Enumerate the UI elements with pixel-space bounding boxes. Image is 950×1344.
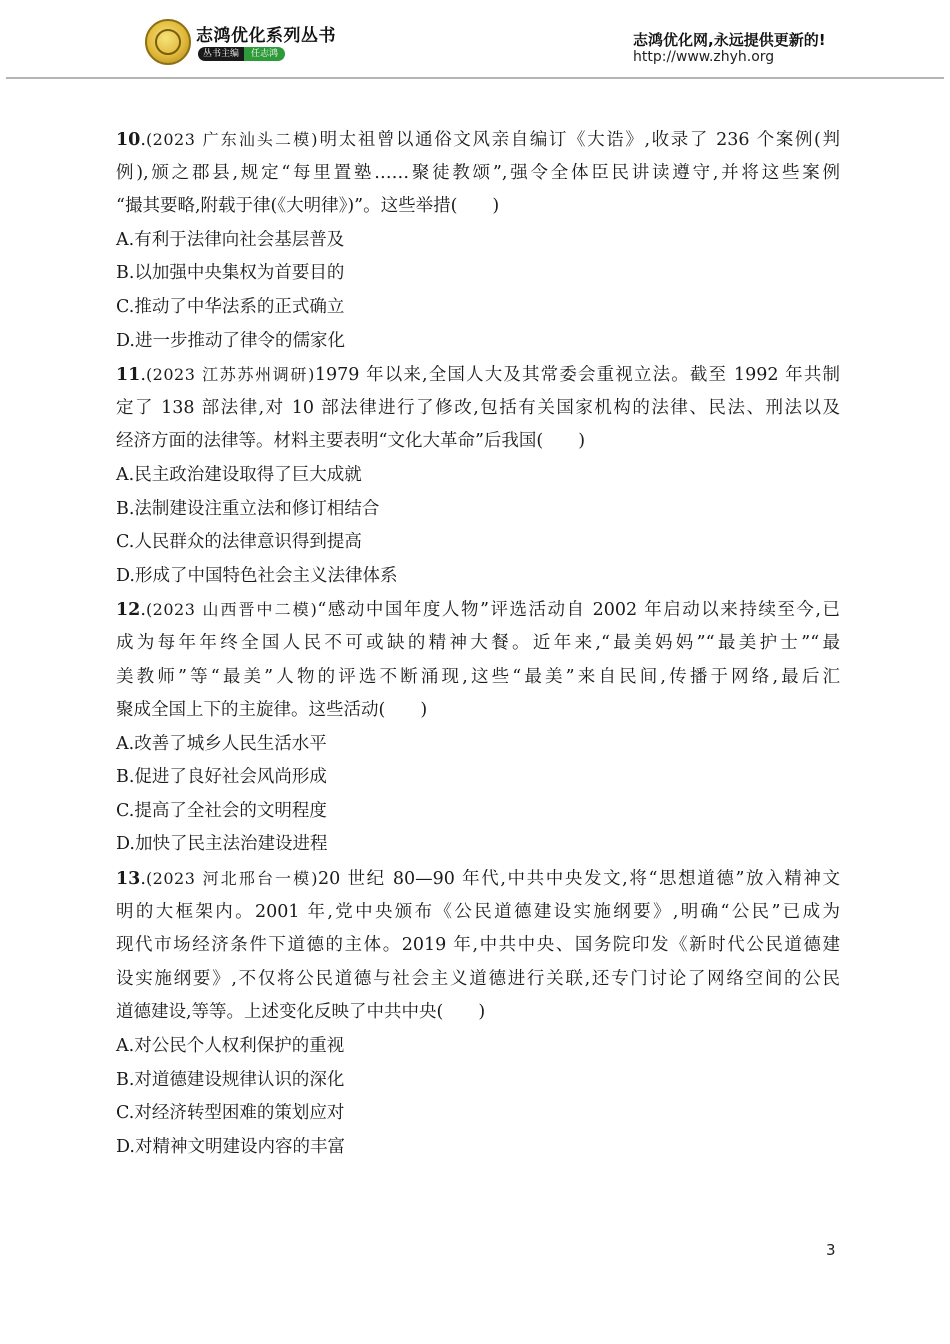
option-a: A.民主政治建设取得了巨大成就 (116, 464, 362, 485)
question-stem-line: 设实施纲要》,不仅将公民道德与社会主义道德进行关联,还专门讨论了网络空间的公民 (116, 968, 840, 989)
option-a: A.改善了城乡人民生活水平 (116, 733, 327, 754)
question-source: (2023 河北邢台一模) (145, 869, 319, 889)
question-stem-line: 13.(2023 河北邢台一模)20 世纪 80—90 年代,中共中央发文,将“思想道德”放入精神文 (116, 869, 840, 890)
editor-name: 任志鸿 (244, 47, 285, 61)
header-divider (6, 77, 944, 79)
option-a: A.对公民个人权利保护的重视 (116, 1036, 345, 1057)
question-stem-line: 11.(2023 江苏苏州调研)1979 年以来,全国人大及其常委会重视立法。截至 1992 年共制 (116, 365, 840, 386)
question-number: 11 (116, 365, 141, 386)
question-stem-line: 10.(2023 广东汕头二模)明太祖曾以通俗文风亲自编订《大诰》,收录了 236 个案例(判 (116, 130, 840, 150)
question-stem-line: “撮其要略,附载于律(《大明律》)”。这些举措( ) (116, 196, 500, 217)
option-b: B.以加强中央集权为首要目的 (116, 263, 345, 284)
question-stem-line: 聚成全国上下的主旋律。这些活动( ) (116, 700, 428, 721)
option-d: D.加快了民主法治建设进程 (116, 834, 328, 855)
stem-text: 20 世纪 80—90 年代,中共中央发文,将“思想道德”放入精神文 (318, 869, 840, 890)
question-source: (2023 江苏苏州调研) (145, 365, 315, 385)
option-c: C.人民群众的法律意识得到提高 (116, 532, 362, 553)
question-stem-line: 美教师”等“最美”人物的评选不断涌现,这些“最美”来自民间,传播于网络,最后汇 (116, 666, 840, 687)
series-title: 志鸿优化系列丛书 (196, 26, 336, 46)
question-10 (116, 123, 840, 358)
question-stem-line: 例),颁之郡县,规定“每里置塾……聚徒教颂”,强令全体臣民讲读遵守,并将这些案例 (116, 162, 840, 183)
option-c: C.对经济转型困难的策划应对 (116, 1103, 345, 1124)
option-d: D.形成了中国特色社会主义法律体系 (116, 565, 398, 586)
option-d: D.进一步推动了律令的儒家化 (116, 330, 345, 351)
option-c: C.提高了全社会的文明程度 (116, 800, 327, 821)
question-number: 13 (116, 869, 141, 890)
question-source: (2023 山西晋中二模) (145, 600, 318, 620)
option-c: C.推动了中华法系的正式确立 (116, 296, 345, 317)
logo-emblem (155, 29, 181, 55)
question-12 (116, 593, 840, 862)
question-source: (2023 广东汕头二模) (145, 130, 318, 149)
option-b: B.对道德建设规律认识的深化 (116, 1069, 345, 1090)
series-logo-icon (145, 19, 191, 65)
question-13 (116, 862, 840, 1164)
question-stem-line: 12.(2023 山西晋中二模)“感动中国年度人物”评选活动自 2002 年启动以来持续至今,已 (116, 600, 840, 621)
page-number: 3 (826, 1241, 836, 1259)
stem-text: 明太祖曾以通俗文风亲自编订《大诰》,收录了 236 个案例(判 (318, 130, 840, 150)
page-header (0, 0, 950, 82)
question-stem-line: 明的大框架内。2001 年,党中央颁布《公民道德建设实施纲要》,明确“公民”已成为 (116, 901, 840, 922)
site-url: http://www.zhyh.org (633, 49, 775, 65)
stem-text: 1979 年以来,全国人大及其常委会重视立法。截至 1992 年共制 (314, 365, 840, 386)
option-a: A.有利于法律向社会基层普及 (116, 229, 345, 250)
question-stem-line: 道德建设,等等。上述变化反映了中共中央( ) (116, 1002, 486, 1023)
editor-role: 丛书主编 (198, 47, 244, 61)
option-b: B.促进了良好社会风尚形成 (116, 767, 327, 788)
question-stem-line: 定了 138 部法律,对 10 部法律进行了修改,包括有关国家机构的法律、民法、刑法以及 (116, 397, 840, 418)
option-b: B.法制建设注重立法和修订相结合 (116, 498, 380, 519)
question-number: 12 (116, 600, 141, 621)
site-slogan: 志鸿优化网,永远提供更新的! (633, 31, 826, 49)
question-number: 10 (116, 130, 141, 150)
option-d: D.对精神文明建设内容的丰富 (116, 1136, 345, 1157)
editor-badge (198, 47, 285, 61)
question-stem-line: 成为每年年终全国人民不可或缺的精神大餐。近年来,“最美妈妈”“最美护士”“最 (116, 632, 840, 653)
question-11 (116, 358, 840, 593)
question-stem-line: 现代市场经济条件下道德的主体。2019 年,中共中央、国务院印发《新时代公民道德建 (116, 935, 840, 956)
question-stem-line: 经济方面的法律等。材料主要表明“文化大革命”后我国( ) (116, 431, 586, 452)
stem-text: “感动中国年度人物”评选活动自 2002 年启动以来持续至今,已 (317, 600, 840, 621)
question-list (116, 123, 840, 1164)
